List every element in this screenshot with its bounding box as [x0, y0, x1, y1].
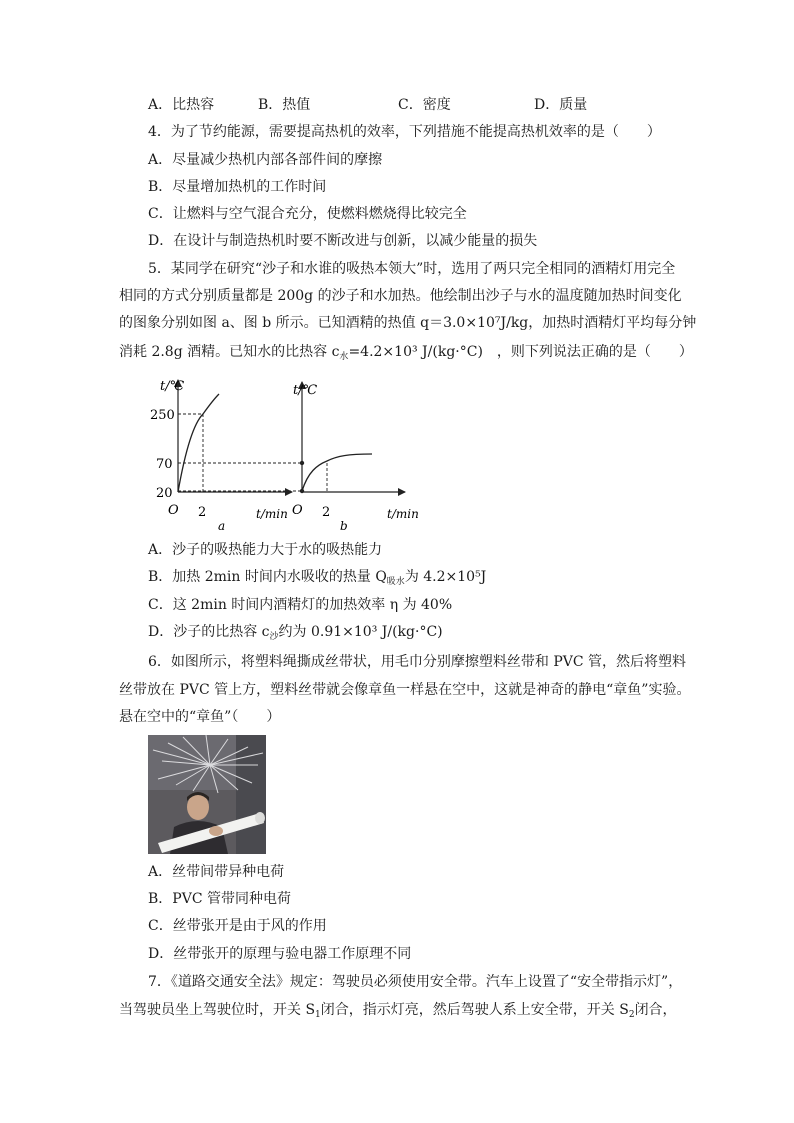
graph-b-x-tick: 2 — [322, 505, 331, 520]
q4-option-a: A．尽量减少热机内部各部件间的摩擦 — [148, 152, 383, 168]
graph-b-point-70 — [300, 461, 304, 465]
q3-option-d: D．质量 — [534, 97, 588, 113]
graph-a-caption: a — [218, 519, 226, 533]
q6-option-d: D．丝带张开的原理与验电器工作原理不同 — [148, 946, 412, 962]
q5-option-a: A．沙子的吸热能力大于水的吸热能力 — [148, 542, 383, 558]
graph-a-origin: O — [168, 503, 179, 518]
q3-option-a: A．比热容 — [148, 97, 215, 113]
graph-a-tick-250: 250 — [150, 408, 175, 423]
q6-option-b: B．PVC 管带同种电荷 — [148, 891, 291, 907]
graph-b-point-20 — [300, 489, 304, 493]
q5-graphs — [150, 370, 430, 535]
graph-a-y-label: t/℃ — [160, 379, 185, 394]
q5-option-c: C．这 2min 时间内酒精灯的加热效率 η 为 40% — [148, 597, 453, 613]
q7-line-2: 当驾驶员坐上驾驶位时，开关 $S_1$闭合，指示灯亮，然后驾驶人系上安全带，开关 $S_2$闭合， — [119, 1002, 677, 1020]
graph-b-origin: O — [292, 503, 303, 518]
q5-option-d: D．沙子的比热容 $c_沙$约为 0.91×10³ J/(kg·°C) — [148, 624, 443, 642]
q3-option-c: C．密度 — [398, 97, 451, 113]
q4-option-d: D．在设计与制造热机时要不断改进与创新，以减少能量的损失 — [148, 233, 538, 249]
q5-line-3: 的图象分别如图 a、图 b 所示。已知酒精的热值 q＝3.0×10⁷J/kg，加热时酒精灯平均每分钟 — [119, 315, 697, 331]
q7-line-1: 7．《道路交通安全法》规定：驾驶员必须使用安全带。汽车上设置了“安全带指示灯”， — [148, 974, 683, 990]
graph-b-curve — [302, 454, 372, 491]
q5-line-4: 消耗 2.8g 酒精。已知水的比热容 $c_水=4.2\times 10^3$ J/(kg·°C) ，则下列说法正确的是（ ） — [119, 344, 693, 362]
q3-option-b: B．热值 — [258, 97, 311, 113]
q5-option-b: B．加热 2min 时间内水吸收的热量 $Q_{吸水}$为 4.2×10⁵J — [148, 569, 487, 587]
graph-a-x-label: t/min — [256, 507, 288, 521]
graph-b-y-label: t/℃ — [293, 383, 318, 398]
graph-a — [150, 379, 292, 533]
graph-a-tick-70: 70 — [156, 457, 173, 472]
q4-option-c: C．让燃料与空气混合充分，使燃料燃烧得比较完全 — [148, 206, 467, 222]
q5-line-2: 相同的方式分别质量都是 200g 的沙子和水加热。他绘制出沙子与水的温度随加热时间变化 — [119, 288, 682, 304]
q6-line-3: 悬在空中的“章鱼”（ ） — [119, 709, 281, 725]
graph-b-x-label: t/min — [387, 507, 419, 521]
octopus-experiment-photo — [148, 735, 266, 854]
q4-stem: 4．为了节约能源，需要提高热机的效率，下列措施不能提高热机效率的是（ ） — [148, 124, 661, 140]
q5-line-1: 5．某同学在研究“沙子和水谁的吸热本领大”时，选用了两只完全相同的酒精灯用完全 — [148, 261, 676, 277]
graph-a-curve — [178, 394, 219, 492]
graph-b-caption: b — [340, 519, 348, 533]
q4-option-b: B．尽量增加热机的工作时间 — [148, 179, 327, 195]
q6-option-a: A．丝带间带异种电荷 — [148, 864, 285, 880]
graph-a-tick-20: 20 — [156, 486, 173, 501]
graph-a-x-tick: 2 — [198, 505, 207, 520]
photo-illustration — [148, 735, 266, 854]
q6-option-c: C．丝带张开是由于风的作用 — [148, 918, 327, 934]
graph-b — [292, 382, 419, 533]
q6-line-2: 丝带放在 PVC 管上方，塑料丝带就会像章鱼一样悬在空中，这就是神奇的静电“章鱼”实验。 — [119, 682, 691, 698]
q6-line-1: 6．如图所示，将塑料绳撕成丝带状，用毛巾分别摩擦塑料丝带和 PVC 管，然后将塑料 — [148, 654, 687, 670]
